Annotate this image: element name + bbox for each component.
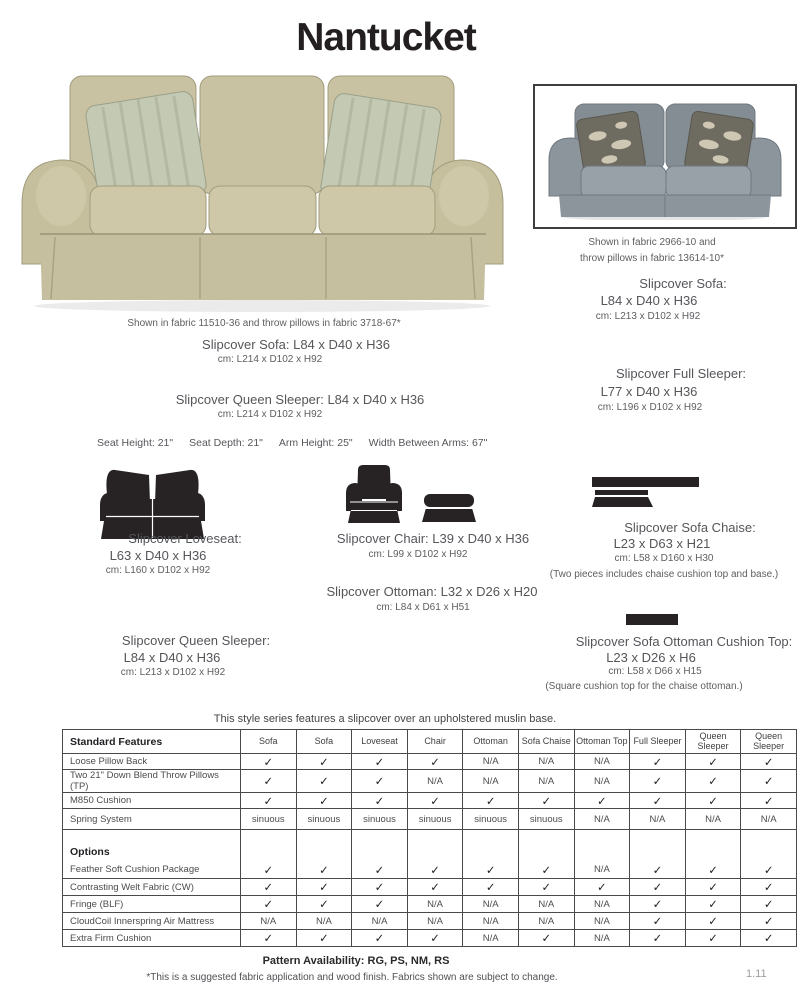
inset-sofa-dims: L84 x D40 x H36 <box>600 293 698 308</box>
table-row <box>63 896 797 913</box>
feature-cell: ✓ <box>241 862 297 879</box>
feature-cell: sinuous <box>352 809 408 830</box>
feature-cell: ✓ <box>296 879 352 896</box>
column-header: Full Sleeper <box>630 730 686 754</box>
pattern-availability: Pattern Availability: RG, PS, NM, RS <box>262 955 450 967</box>
feature-cell: sinuous <box>296 809 352 830</box>
row-label: Fringe (BLF) <box>63 896 241 913</box>
table-row <box>63 843 797 862</box>
feature-cell: ✓ <box>630 930 686 947</box>
feature-cell: ✓ <box>296 770 352 793</box>
chaise-silhouette <box>592 477 700 507</box>
feature-cell: ✓ <box>518 862 574 879</box>
feature-cell: ✓ <box>463 879 519 896</box>
feature-cell <box>741 830 797 843</box>
feature-cell <box>685 843 741 862</box>
column-header: Queen Sleeper <box>685 730 741 754</box>
feature-cell: ✓ <box>630 862 686 879</box>
chaise-note: (Two pieces includes chaise cushion top and base.) <box>549 569 779 580</box>
feature-cell: ✓ <box>685 896 741 913</box>
full-sleeper-dims: L77 x D40 x H36 <box>600 384 698 399</box>
chaise-dims: L23 x D63 x H21 <box>613 536 711 551</box>
feature-cell: N/A <box>352 913 408 930</box>
column-header: Sofa <box>296 730 352 754</box>
row-label <box>63 830 241 843</box>
feature-cell: ✓ <box>296 754 352 770</box>
cushion-top-dims: L23 x D26 x H6 <box>606 650 696 665</box>
chaise-cm: cm: L58 x D160 x H30 <box>614 553 714 564</box>
feature-cell: ✓ <box>241 879 297 896</box>
feature-cell <box>407 843 463 862</box>
chaise-title: Slipcover Sofa Chaise: <box>624 520 756 535</box>
feature-cell <box>296 843 352 862</box>
queen-sleeper-cm: cm: L213 x D102 x H92 <box>120 667 226 678</box>
feature-cell: ✓ <box>685 913 741 930</box>
cushion-top-silhouette <box>626 614 678 625</box>
feature-cell: N/A <box>685 809 741 830</box>
table-row <box>63 809 797 830</box>
feature-cell: ✓ <box>352 770 408 793</box>
feature-cell: ✓ <box>518 879 574 896</box>
page-number: 1.11 <box>746 968 767 980</box>
feature-cell: N/A <box>574 913 630 930</box>
column-header: Sofa Chaise <box>518 730 574 754</box>
loveseat-dims: L63 x D40 x H36 <box>109 548 207 563</box>
feature-cell: N/A <box>574 896 630 913</box>
feature-cell: N/A <box>518 896 574 913</box>
feature-cell: ✓ <box>630 770 686 793</box>
inset-fabric-caption-2: throw pillows in fabric 13614-10* <box>580 253 724 264</box>
feature-cell: ✓ <box>685 793 741 809</box>
feature-cell: ✓ <box>241 896 297 913</box>
column-header: Queen Sleeper <box>741 730 797 754</box>
feature-cell: N/A <box>518 913 574 930</box>
feature-cell: ✓ <box>630 913 686 930</box>
feature-cell: ✓ <box>630 754 686 770</box>
feature-cell <box>685 830 741 843</box>
feature-cell <box>352 830 408 843</box>
feature-cell: ✓ <box>463 793 519 809</box>
spec-width-between-arms: Width Between Arms: 67" <box>368 437 488 449</box>
row-label: Spring System <box>63 809 241 830</box>
feature-cell <box>241 830 297 843</box>
row-label: Feather Soft Cushion Package <box>63 862 241 879</box>
feature-cell: N/A <box>741 809 797 830</box>
column-header: Sofa <box>241 730 297 754</box>
specs-line <box>97 437 487 449</box>
feature-cell: ✓ <box>296 896 352 913</box>
row-label: Loose Pillow Back <box>63 754 241 770</box>
feature-cell: sinuous <box>241 809 297 830</box>
loveseat-title: Slipcover Loveseat: <box>128 531 242 546</box>
ottoman-cm: cm: L84 x D61 x H51 <box>376 602 470 613</box>
cushion-top-title: Slipcover Sofa Ottoman Cushion Top: <box>575 634 793 649</box>
feature-cell <box>463 843 519 862</box>
feature-cell <box>518 843 574 862</box>
table-row <box>63 754 797 770</box>
feature-cell: ✓ <box>296 862 352 879</box>
feature-cell: N/A <box>463 896 519 913</box>
row-label: Contrasting Welt Fabric (CW) <box>63 879 241 896</box>
feature-cell: ✓ <box>574 793 630 809</box>
ottoman-title: Slipcover Ottoman: L32 x D26 x H20 <box>326 584 538 599</box>
feature-cell <box>296 830 352 843</box>
row-label: Extra Firm Cushion <box>63 930 241 947</box>
feature-cell: ✓ <box>741 862 797 879</box>
feature-cell: ✓ <box>352 879 408 896</box>
feature-cell: ✓ <box>630 793 686 809</box>
feature-cell: N/A <box>463 930 519 947</box>
inset-sofa-title: Slipcover Sofa: <box>639 276 727 291</box>
features-table <box>62 729 797 947</box>
feature-cell: ✓ <box>685 879 741 896</box>
cushion-top-cm: cm: L58 x D66 x H15 <box>608 666 702 677</box>
footer-note: *This is a suggested fabric application and wood finish. Fabrics shown are subject to change. <box>146 972 558 983</box>
main-sleeper-dims: Slipcover Queen Sleeper: L84 x D40 x H36 <box>175 392 425 407</box>
feature-cell <box>352 843 408 862</box>
feature-cell: N/A <box>407 896 463 913</box>
inset-photo-frame <box>533 84 797 229</box>
inset-sofa-cm: cm: L213 x D102 x H92 <box>595 311 701 322</box>
feature-cell: ✓ <box>296 793 352 809</box>
feature-cell: N/A <box>518 754 574 770</box>
table-row <box>63 913 797 930</box>
feature-cell: ✓ <box>407 862 463 879</box>
feature-cell: ✓ <box>741 754 797 770</box>
row-label: Two 21" Down Blend Throw Pillows (TP) <box>63 770 241 793</box>
feature-cell <box>518 830 574 843</box>
table-row <box>63 830 797 843</box>
feature-cell: ✓ <box>741 770 797 793</box>
series-intro: This style series features a slipcover over an upholstered muslin base. <box>213 713 557 725</box>
feature-cell: ✓ <box>741 913 797 930</box>
feature-cell: ✓ <box>352 896 408 913</box>
feature-cell: ✓ <box>630 896 686 913</box>
feature-cell: N/A <box>407 913 463 930</box>
column-header: Loveseat <box>352 730 408 754</box>
table-row <box>63 879 797 896</box>
feature-cell: ✓ <box>407 879 463 896</box>
feature-cell: ✓ <box>741 793 797 809</box>
feature-cell: ✓ <box>352 793 408 809</box>
spec-arm-height: Arm Height: 25" <box>278 437 353 449</box>
main-fabric-caption: Shown in fabric 11510-36 and throw pillows in fabric 3718-67* <box>127 318 401 329</box>
inset-sofa-photo <box>545 94 785 220</box>
feature-cell: ✓ <box>296 930 352 947</box>
cushion-top-note: (Square cushion top for the chaise ottoman.) <box>545 681 743 692</box>
feature-cell: N/A <box>630 809 686 830</box>
feature-cell: ✓ <box>241 793 297 809</box>
feature-cell: ✓ <box>407 754 463 770</box>
main-sofa-photo <box>10 66 515 314</box>
feature-cell: sinuous <box>463 809 519 830</box>
table-row <box>63 770 797 793</box>
spec-seat-height: Seat Height: 21" <box>97 437 174 449</box>
feature-cell <box>574 830 630 843</box>
feature-cell: ✓ <box>574 879 630 896</box>
main-sleeper-cm: cm: L214 x D102 x H92 <box>217 409 323 420</box>
chair-cm: cm: L99 x D102 x H92 <box>368 549 468 560</box>
feature-cell: N/A <box>574 770 630 793</box>
loveseat-silhouette <box>100 461 205 541</box>
feature-cell: N/A <box>574 754 630 770</box>
table-row <box>63 862 797 879</box>
feature-cell: N/A <box>463 770 519 793</box>
main-sofa-cm: cm: L214 x D102 x H92 <box>217 354 323 365</box>
feature-cell: N/A <box>574 930 630 947</box>
queen-sleeper-title: Slipcover Queen Sleeper: <box>121 633 271 648</box>
main-sofa-dims: Slipcover Sofa: L84 x D40 x H36 <box>202 337 390 352</box>
chair-silhouette <box>345 463 403 525</box>
ottoman-silhouette <box>420 493 478 523</box>
feature-cell: ✓ <box>685 754 741 770</box>
full-sleeper-title: Slipcover Full Sleeper: <box>615 366 747 381</box>
spec-seat-depth: Seat Depth: 21" <box>189 437 263 449</box>
feature-cell: ✓ <box>685 862 741 879</box>
feature-cell: ✓ <box>352 930 408 947</box>
feature-cell: N/A <box>518 770 574 793</box>
column-header: Ottoman Top <box>574 730 630 754</box>
feature-cell: ✓ <box>463 862 519 879</box>
feature-cell <box>630 830 686 843</box>
feature-cell: ✓ <box>685 770 741 793</box>
column-header: Ottoman <box>463 730 519 754</box>
feature-cell: ✓ <box>407 930 463 947</box>
feature-cell <box>574 843 630 862</box>
standard-features-header: Standard Features <box>63 730 241 754</box>
queen-sleeper-dims: L84 x D40 x H36 <box>123 650 221 665</box>
row-label: CloudCoil Innerspring Air Mattress <box>63 913 241 930</box>
feature-cell: sinuous <box>518 809 574 830</box>
feature-cell: ✓ <box>241 930 297 947</box>
feature-cell: ✓ <box>518 793 574 809</box>
feature-cell: ✓ <box>685 930 741 947</box>
feature-cell: N/A <box>463 754 519 770</box>
feature-cell: ✓ <box>241 770 297 793</box>
table-row <box>63 930 797 947</box>
inset-fabric-caption-1: Shown in fabric 2966-10 and <box>588 237 716 248</box>
feature-cell: ✓ <box>352 862 408 879</box>
feature-cell <box>630 843 686 862</box>
feature-cell: N/A <box>407 770 463 793</box>
column-header: Chair <box>407 730 463 754</box>
loveseat-cm: cm: L160 x D102 x H92 <box>105 565 211 576</box>
feature-cell: ✓ <box>241 754 297 770</box>
feature-cell: ✓ <box>741 930 797 947</box>
feature-cell: sinuous <box>407 809 463 830</box>
page-title: Nantucket <box>296 16 476 59</box>
header-row <box>63 730 797 754</box>
feature-cell: ✓ <box>741 896 797 913</box>
full-sleeper-cm: cm: L196 x D102 x H92 <box>597 402 703 413</box>
feature-cell: N/A <box>296 913 352 930</box>
row-label: M850 Cushion <box>63 793 241 809</box>
feature-cell: ✓ <box>741 879 797 896</box>
feature-cell: N/A <box>463 913 519 930</box>
chair-title: Slipcover Chair: L39 x D40 x H36 <box>336 531 530 546</box>
feature-cell: ✓ <box>407 793 463 809</box>
feature-cell <box>241 843 297 862</box>
feature-cell: ✓ <box>518 930 574 947</box>
row-label: Options <box>63 843 241 862</box>
table-row <box>63 793 797 809</box>
feature-cell: N/A <box>574 809 630 830</box>
feature-cell: ✓ <box>630 879 686 896</box>
feature-cell: N/A <box>241 913 297 930</box>
feature-cell <box>463 830 519 843</box>
feature-cell <box>741 843 797 862</box>
feature-cell: N/A <box>574 862 630 879</box>
feature-cell <box>407 830 463 843</box>
feature-cell: ✓ <box>352 754 408 770</box>
